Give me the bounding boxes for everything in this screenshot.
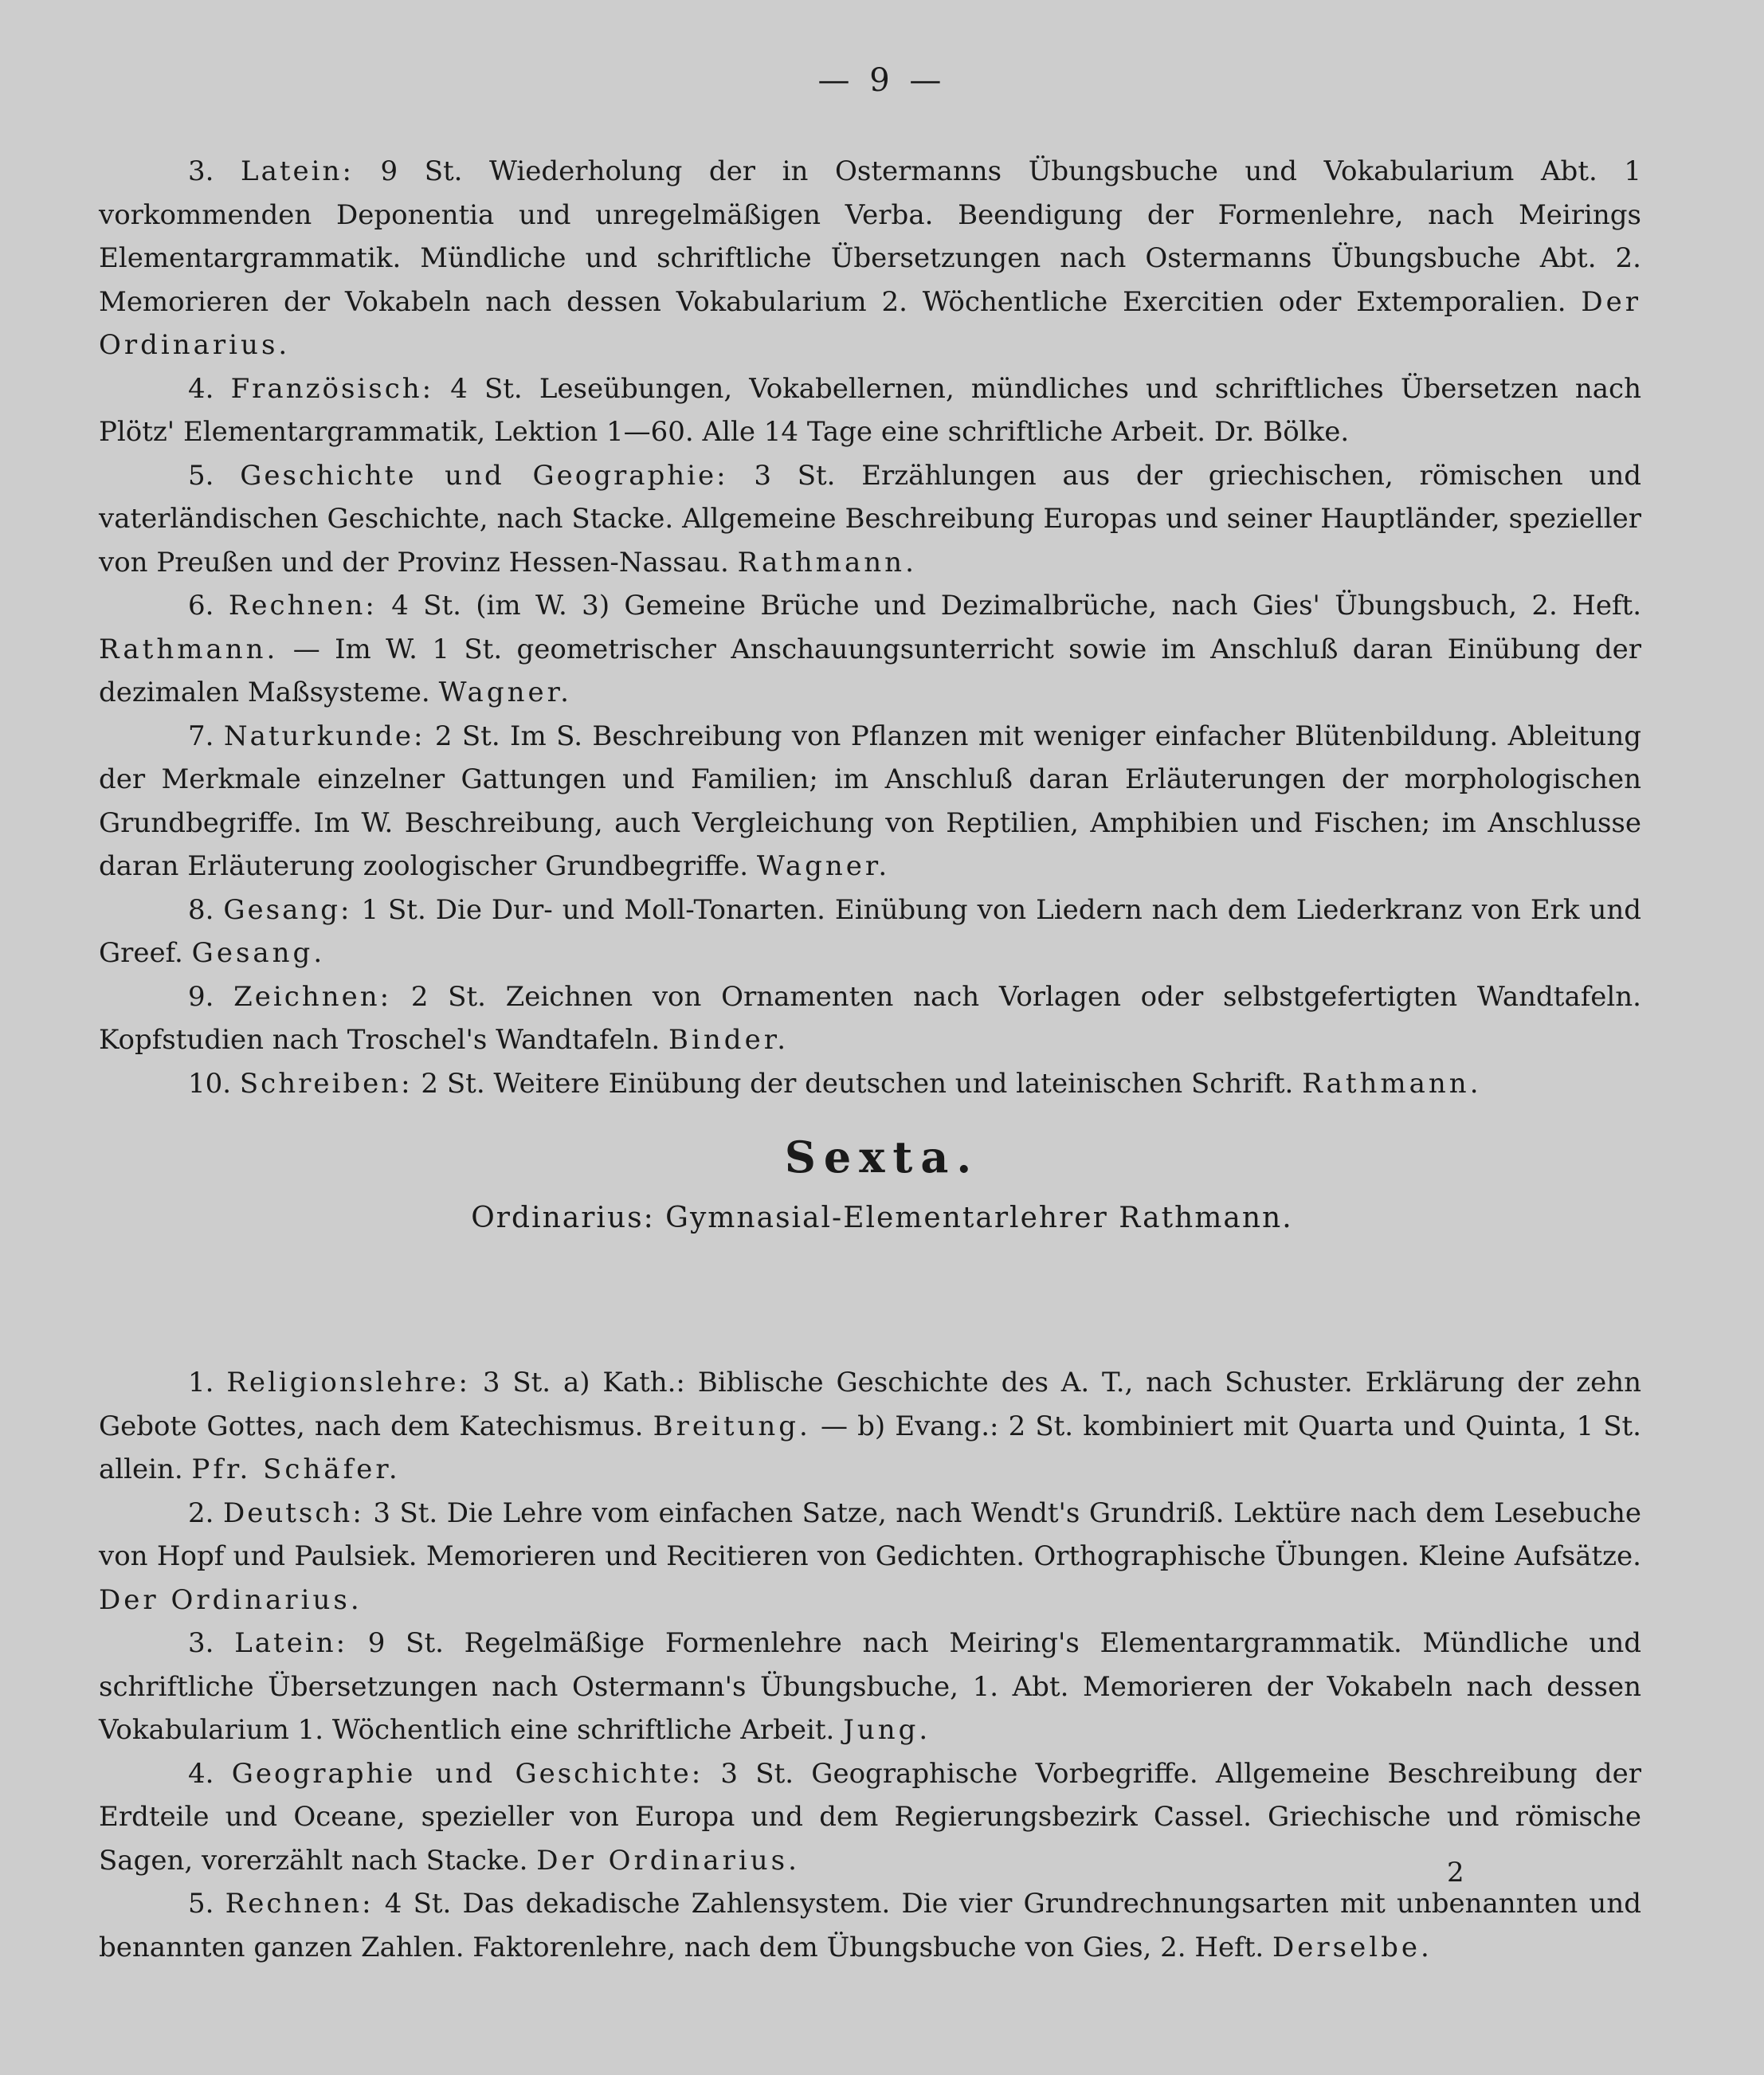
course-description: 4 St. (im W. 3) Gemeine Brüche und Dezimalbrüche, nach Gies' Übungsbuch, 2. Heft. — [391, 590, 1642, 622]
course-subject: Rechnen: — [228, 590, 377, 622]
course-description-part2: — Im W. 1 St. geometrischer Anschauungsunterricht sowie im Anschluß daran Einübung der dezimalen Maßsysteme. — [99, 633, 1641, 708]
course-singing — [99, 888, 1641, 975]
course-description: 3 St. Erzählungen aus der griechischen, römischen und vaterländischen Geschichte, nach Stacke. Allgemeine Beschreibung Europas und seiner Hauptländer, spezieller von Preußen und der Provinz Hessen-Nassau. — [99, 459, 1642, 579]
course-description-part2: — b) Evang.: 2 St. kombiniert mit Quarta und Quinta, 1 St. allein. — [99, 1410, 1641, 1485]
course-description: 4 St. Leseübungen, Vokabellernen, mündliches und schriftliches Übersetzen nach Plötz' Elementargrammatik, Lektion 1—60. Alle 14 Tage eine schriftliche Arbeit. — [99, 372, 1641, 448]
course-number: 8. — [188, 893, 214, 926]
course-description: 3 St. Die Lehre vom einfachen Satze, nach Wendt's Grundriß. Lektüre nach dem Lesebuche von Hopf und Paulsiek. Memorieren und Recitieren von Gedichten. Orthographische Übungen. Kleine Aufsätze. — [99, 1496, 1641, 1572]
course-religion — [99, 1361, 1641, 1492]
course-description: 2 St. Im S. Beschreibung von Pflanzen mit weniger einfacher Blütenbildung. Ableitung der Merkmale einzelner Gattungen und Familien; im Anschluß daran Erläuterungen der morphologischen Grundbegriffe. Im W. Beschreibung, auch Vergleichung von Reptilien, Amphibien und Fischen; im Anschlusse daran Erläuterung zoologischer Grundbegriffe. — [99, 720, 1641, 882]
course-german — [99, 1492, 1641, 1622]
course-subject: Naturkunde: — [223, 720, 425, 752]
course-number: 7. — [188, 720, 214, 752]
course-teacher: Dr. Bölke. — [1213, 416, 1350, 448]
course-teacher: Breitung. — [653, 1410, 811, 1442]
section-title: Sexta. — [784, 1132, 980, 1183]
course-teacher: Rathmann. — [99, 633, 279, 665]
course-number: 3. — [188, 1627, 214, 1659]
course-french — [99, 367, 1641, 454]
course-description: 2 St. Zeichnen von Ornamenten nach Vorlagen oder selbstgefertigten Wandtafeln. Kopfstudien nach Troschel's Wandtafeln. — [99, 980, 1641, 1056]
course-subject: Gesang: — [223, 893, 352, 926]
course-subject: Religionslehre: — [226, 1367, 470, 1398]
section-ordinarius: Ordinarius: Gymnasial-Elementarlehrer Rathmann. — [471, 1202, 1293, 1234]
course-subject: Deutsch: — [222, 1496, 364, 1529]
course-teacher: Rathmann. — [1302, 1067, 1482, 1100]
course-number: 10. — [188, 1067, 232, 1100]
course-history-geography — [99, 454, 1641, 585]
course-drawing — [99, 975, 1641, 1062]
course-latin — [99, 150, 1641, 367]
course-subject: Geographie und Geschichte: — [231, 1757, 704, 1790]
course-number: 5. — [188, 459, 214, 492]
course-number: 1. — [188, 1367, 214, 1398]
course-description: 2 St. Weitere Einübung der deutschen und lateinischen Schrift. — [421, 1067, 1294, 1100]
course-natural-science — [99, 715, 1641, 888]
course-number: 4. — [188, 1757, 214, 1790]
course-number: 2. — [188, 1496, 214, 1529]
course-description: 3 St. Geographische Vorbegriffe. Allgemeine Beschreibung der Erdteile und Oceane, spezieller von Europa und dem Regierungsbezirk Cassel. Griechische und römische Sagen, vorerzählt nach Stacke. — [99, 1757, 1642, 1877]
course-description: 4 St. Das dekadische Zahlensystem. Die vier Grundrechnungsarten mit unbenannten und benannten ganzen Zahlen. Faktorenlehre, nach dem Übungsbuche von Gies, 2. Heft. — [99, 1888, 1641, 1963]
course-number: 5. — [188, 1888, 214, 1920]
course-number: 3. — [188, 155, 214, 187]
course-subject: Rechnen: — [225, 1888, 374, 1920]
course-teacher: Derselbe. — [1272, 1931, 1433, 1963]
sheet-signature-mark: 2 — [1447, 1857, 1464, 1889]
course-teacher: Jung. — [843, 1714, 931, 1746]
course-teacher: Gesang. — [191, 937, 326, 969]
course-description: 1 St. Die Dur- und Moll-Tonarten. Einübung von Liedern nach dem Liederkranz von Erk und Greef. — [99, 893, 1642, 969]
course-description: 9 St. Wiederholung der in Ostermanns Übungsbuche und Vokabularium Abt. 1 vorkommenden Deponentia und unregelmäßigen Verba. Beendigung der Formenlehre, nach Meirings Elementargrammatik. Mündliche und schriftliche Übersetzungen nach Ostermanns Übungsbuche Abt. 2. Memorieren der Vokabeln nach dessen Vokabularium 2. Wöchentliche Exercitien oder Extemporalien. — [99, 155, 1642, 318]
page-number: — 9 — — [817, 62, 947, 99]
course-subject: Geschichte und Geographie: — [240, 459, 728, 492]
course-subject: Schreiben: — [239, 1067, 413, 1100]
course-teacher: Der Ordinarius. — [99, 1583, 363, 1616]
course-teacher-2: Pfr. Schäfer. — [191, 1453, 401, 1485]
course-subject: Französisch: — [230, 372, 434, 405]
course-number: 4. — [188, 372, 214, 405]
course-arithmetic — [99, 1882, 1641, 1969]
course-number: 6. — [188, 590, 214, 622]
course-geography-history — [99, 1752, 1641, 1883]
sexta-curriculum — [99, 1361, 1641, 1969]
course-subject: Latein: — [234, 1627, 348, 1659]
course-arithmetic — [99, 584, 1641, 715]
course-teacher-2: Wagner. — [438, 677, 572, 708]
quinta-curriculum-continued — [99, 150, 1641, 1105]
course-number: 9. — [188, 980, 214, 1013]
course-latin — [99, 1622, 1641, 1752]
course-teacher: Der Ordinarius. — [99, 285, 1641, 361]
course-writing — [99, 1062, 1641, 1106]
course-subject: Latein: — [241, 155, 354, 187]
course-teacher: Rathmann. — [737, 546, 917, 579]
course-teacher: Binder. — [668, 1024, 790, 1056]
course-description: 9 St. Regelmäßige Formenlehre nach Meiring's Elementargrammatik. Mündliche und schriftliche Übersetzungen nach Ostermann's Übungsbuche, 1. Abt. Memorieren der Vokabeln nach dessen Vokabularium 1. Wöchentlich eine schriftliche Arbeit. — [99, 1627, 1641, 1746]
course-teacher: Wagner. — [756, 850, 891, 882]
course-description: 3 St. a) Kath.: Biblische Geschichte des A. T., nach Schuster. Erklärung der zehn Gebote Gottes, nach dem Katechismus. — [99, 1367, 1642, 1442]
course-subject: Zeichnen: — [233, 980, 392, 1013]
course-teacher: Der Ordinarius. — [536, 1844, 800, 1877]
